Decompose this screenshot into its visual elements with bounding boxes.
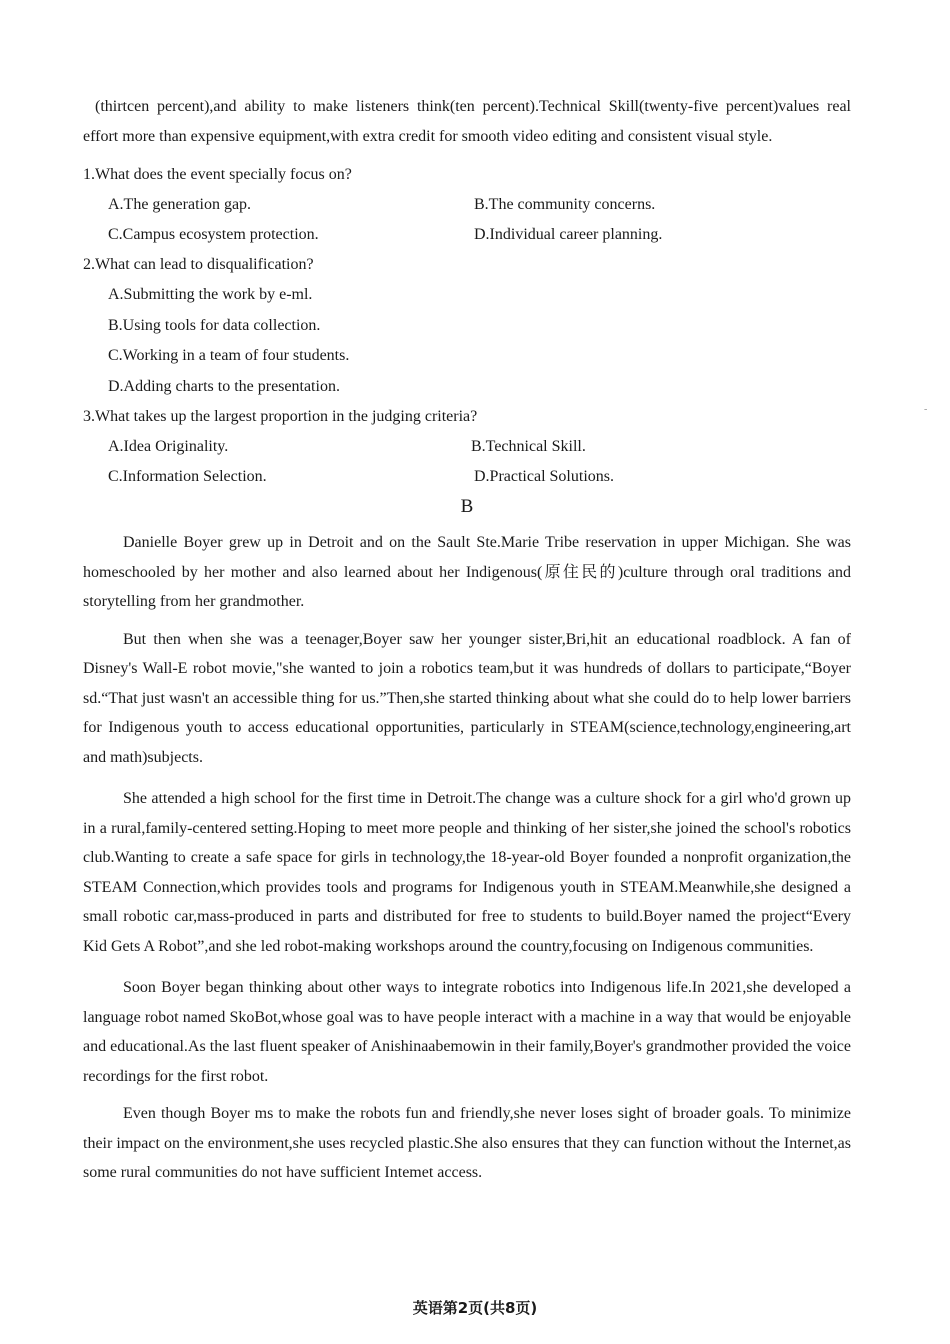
- passage-b-paragraph-4: Soon Boyer began thinking about other ways to integrate robotics into Indigenous life.In 2021,she developed a language robot named SkoBot,whose goal was to have people interact with a machine in a way that would be enjoyable and educational.As the last fluent speaker of Anishinaabemowin in their family,Boyer's grandmother provided the voice recordings for the first robot.: [83, 979, 851, 1085]
- passage-b-paragraph-3: She attended a high school for the first time in Detroit.The change was a culture shock for a girl who'd grown up in a rural,family-centered setting.Hoping to meet more people and thinking of her sister,she joined the school's robotics club.Wanting to create a safe space for girls in technology,the 18-year-old Boyer founded a nonprofit organization,the STEAM Connection,which provides tools and programs for Indigenous youth in STEAM.Meanwhile,she designed a small robotic car,mass-produced in parts and distributed for free to students to build.Boyer named the project“Every Kid Gets A Robot”,and she led robot-making workshops around the country,focusing on Indigenous communities.: [83, 790, 851, 955]
- option-d: D.Practical Solutions.: [474, 468, 614, 485]
- option-b: B.Using tools for data collection.: [108, 316, 321, 334]
- option-b: B.Technical Skill.: [471, 438, 586, 455]
- option-c: C.Information Selection.: [108, 468, 267, 485]
- passage-a-tail: (thirtcen percent),and ability to make listeners think(ten percent).Technical Skill(twenty-five percent)values real effort more than expensive equipment,with extra credit for smooth video editing and consistent visual style.: [83, 98, 851, 145]
- question-2: [83, 250, 851, 402]
- option-c: C.Campus ecosystem protection.: [108, 226, 319, 243]
- option-a: A.Idea Originality.: [108, 438, 229, 455]
- question-3: [83, 402, 851, 492]
- question-stem: 2.What can lead to disqualification?: [83, 256, 314, 273]
- page-footer: 英语第2页(共8页): [412, 1299, 538, 1317]
- margin-mark: -: [924, 404, 928, 415]
- option-d: D.Individual career planning.: [474, 226, 663, 243]
- option-c: C.Working in a team of four students.: [108, 347, 350, 364]
- question-1: [83, 160, 851, 250]
- passage-b-paragraph-5: Even though Boyer ms to make the robots fun and friendly,she never loses sight of broader goals. To minimize their impact on the environment,she uses recycled plastic.She also ensures that they can function without the Internet,as some rural communities do not have sufficient Intemet access.: [83, 1105, 851, 1181]
- option-a: A.Submitting the work by e-ml.: [108, 286, 313, 303]
- exam-page: [83, 92, 851, 1188]
- option-a: A.The generation gap.: [108, 196, 252, 213]
- option-b: B.The community concerns.: [474, 196, 656, 213]
- passage-b-paragraph-1: Danielle Boyer grew up in Detroit and on the Sault Ste.Marie Tribe reservation in upper Michigan. She was homeschooled by her mother and also learned about her Indigenous(原住民的)culture through oral traditions and storytelling from her grandmother.: [83, 534, 851, 610]
- question-stem: 1.What does the event specially focus on?: [83, 166, 352, 183]
- option-d: D.Adding charts to the presentation.: [108, 377, 340, 395]
- question-stem: 3.What takes up the largest proportion in the judging criteria?: [83, 408, 478, 425]
- section-b-title: B: [460, 496, 474, 517]
- passage-b-paragraph-2: But then when she was a teenager,Boyer saw her younger sister,Bri,hit an educational roadblock. A fan of Disney's Wall-E robot movie,"she wanted to join a robotics team,but it was hundreds of dollars to participate,“Boyer sd.“That just wasn't an accessible thing for us.”Then,she started thinking about what she could do to help lower barriers for Indigenous youth to access educational opportunities, particularly in STEAM(science,technology,engineering,art and math)subjects.: [83, 630, 851, 766]
